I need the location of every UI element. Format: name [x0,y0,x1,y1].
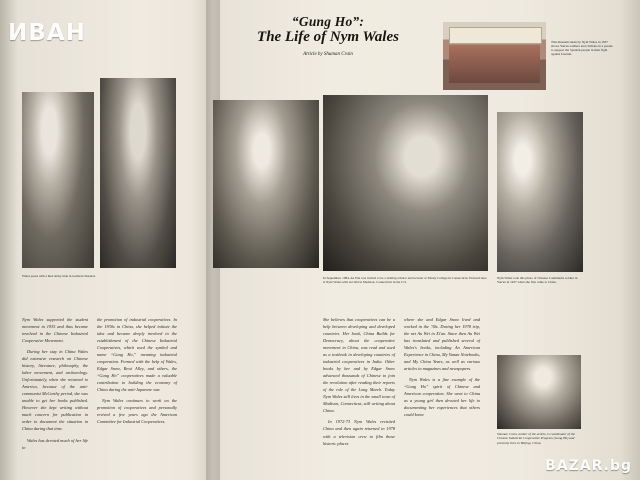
photo-interview-man [213,100,319,268]
paragraph: Nym Wales supported the student movement in 1935 and thus became involved in the Chinese Industrial Cooperative Movement. [22,317,88,344]
photo-wales-with-red-army-man [100,78,176,268]
body-column-1 [22,316,88,474]
caption-soldier: Nym Wales took this photo of Chinese Communist soldier in Yan'an in 1937 when she first came to China. [497,276,578,285]
caption-reunion: In September, 1984, Au Wei was invited to be a visiting scholar and lecturer at Trinity College in Connecticut. Pictured here is Nym Wales with Au Wei in Madison, Connecticut in the U.S. [323,276,487,285]
article-byline: Article by Shuman Crain [303,52,353,57]
caption-museum-poster: This museum taken by Nym Wales in 1937 shows Yan'an soldiers and civilians in a parade to support the Spanish people in their fight against fascism. [551,40,613,57]
photo-soldier-portrait [497,112,583,272]
article-title [223,14,433,46]
poster-text-band [449,27,542,44]
paragraph: In 1972-73 Nym Wales revisited China and then again returned in 1978 with a television crew to film those historic places [323,419,395,446]
photo-yanan-parade-poster [443,22,546,90]
paragraph: Nym Wales is a fine example of the “Gung Ho” spirit of Chinese and American cooperation. She went to China as a young girl then devoted her life to documenting her experiences that others could know [404,377,480,418]
paragraph: During her stay in China Wales did extensive research on Chinese history, literature, philosophy, the labor movement, and archaeology. Unfortunately, when she returned to America, because of the anti-communist McCarthy period, she was unable to get her books published. However she kept writing without much concern for publication in order to document the situation in China during that time. [22,349,88,432]
article-title-line1: “Gung Ho”: [291,14,365,29]
photo-article-author [497,355,581,429]
paragraph: She believes that cooperatives can be a help between developing and developed countries. Her book, China Builds for Democracy, about the cooperative movement in China, was read and used as a textbook in developing countries of industrial cooperatives in India. Other books by her and by Edgar Snow advanced thousands of Chinese to join the revolution after reading their reports of the role of the Long March. Today Nym Wales still lives in the small town of Madison, Connecticut, still writing about China. [323,317,395,414]
body-column-4 [404,316,480,474]
photo-nym-wales-portrait [22,92,94,268]
paragraph: Wales has devoted much of her life to [22,437,88,450]
watermark-top-left: ИВАН [8,20,86,46]
caption-wales-red-army: Wales poses with a Red Army man in northern Shaanxi. [22,274,96,278]
paragraph: the promotion of industrial cooperatives. In the 1930s in China, she helped initiate the idea and became deeply involved in the establishment of the Chinese Industrial Cooperatives, which used the symbol and name “Gung Ho,” meaning industrial cooperation. Formed with the help of Wales, Edgar Snow, Rewi Alley, and others, the “Gung Ho” cooperatives made a valuable contribution to building the economy of China during the anti-Japanese war. [97,317,177,393]
article-title-line2: The Life of Nym Wales [257,29,399,45]
body-column-3 [323,316,395,474]
paragraph: Nym Wales continues to work on the promotion of cooperatives and personally revived a few years ago the American Committee for Industrial Cooperatives. [97,398,177,425]
poster-crowd [449,45,540,83]
paragraph: where she and Edgar Snow lived and worked in the '30s. During her 1978 trip, the net Au Wei in Xi'an. Since then Au Wei has translated and published several of Wales's books, including An American Experience in China, My Yanan Notebooks, and My China Years, as well as various articles in magazines and newspapers. [404,317,480,372]
watermark-bottom-right: BAZAR.bg [545,458,632,474]
photo-nym-wales-with-au-wei [323,95,488,271]
caption-author-note: Shuman Crain, author of the article, is coordinator of the Chinese Industrial Cooperative Program (Gung Ho) and presently lives in Beijing, China. [497,432,575,445]
body-column-2 [97,316,177,474]
